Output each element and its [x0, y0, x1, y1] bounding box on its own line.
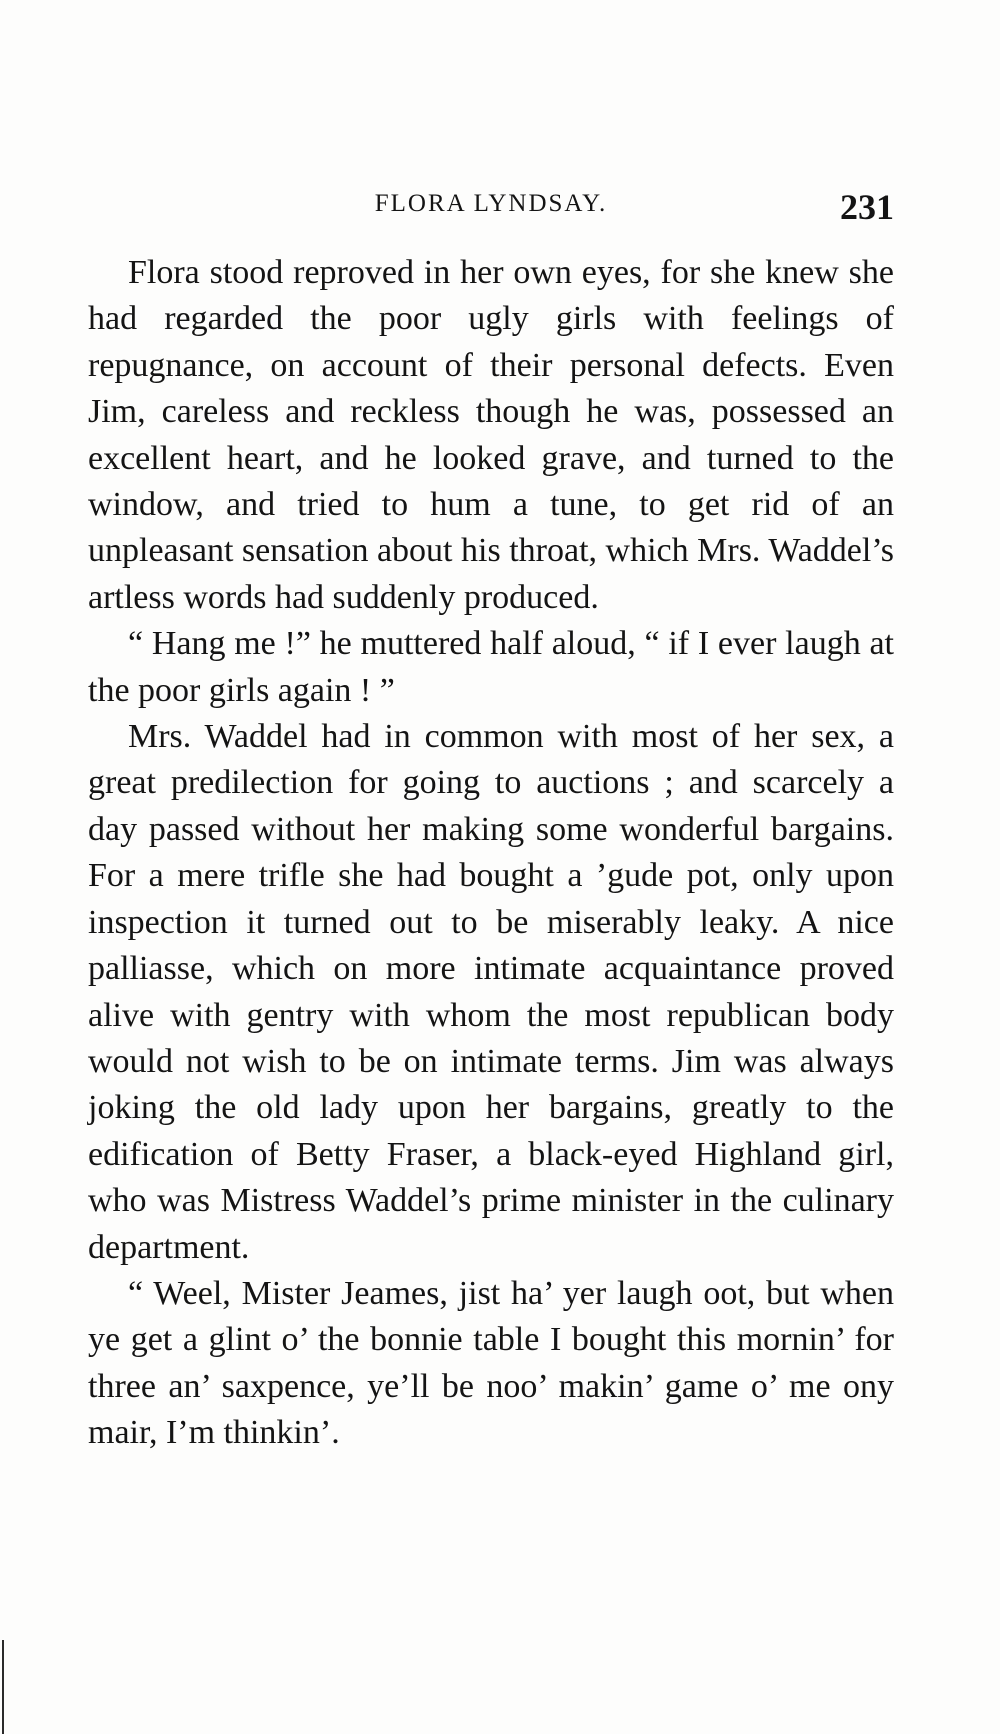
body-text — [88, 250, 894, 1457]
running-title: FLORA LYNDSAY. — [374, 190, 608, 217]
paragraph-mrs-waddel-auctions: Mrs. Waddel had in common with most of her sex, a great predilection for going to auctions ; and scarcely a day passed without her making some wonderful bargains. For a mere trifle she had bought a ’gude pot, only upon inspection it turned out to be miserably leaky. A nice palliasse, which on more intimate acquaintance proved alive with gentry with whom the most republican body would not wish to be on intimate terms. Jim was always joking the old lady upon her bargains, greatly to the edification of Betty Fraser, a black-eyed Highland girl, who was Mistress Waddel’s prime minister in the culinary department. — [88, 718, 894, 1266]
paragraph-hang-me: “ Hang me !” he muttered half aloud, “ if I ever laugh at the poor girls again ! ” — [88, 625, 894, 709]
paragraph-flora-reproved: Flora stood reproved in her own eyes, for she knew she had regarded the poor ugly girls with feelings of repugnance, on account of their personal defects. Even Jim, careless and reckless though he was, possessed an excellent heart, and he looked grave, and turned to the window, and tried to hum a tune, to get rid of an unpleasant sensation about his throat, which Mrs. Waddel’s artless words had suddenly produced. — [88, 254, 894, 616]
page-number: 231 — [840, 187, 894, 227]
running-head — [88, 186, 894, 226]
paragraph-weel-mister-jeames: “ Weel, Mister Jeames, jist ha’ yer laugh oot, but when ye get a glint o’ the bonnie table I bought this mornin’ for three an’ saxpence, ye’ll be noo’ makin’ game o’ me ony mair, I’m thinkin’. — [88, 1274, 894, 1452]
page-edge-line — [2, 1640, 4, 1734]
